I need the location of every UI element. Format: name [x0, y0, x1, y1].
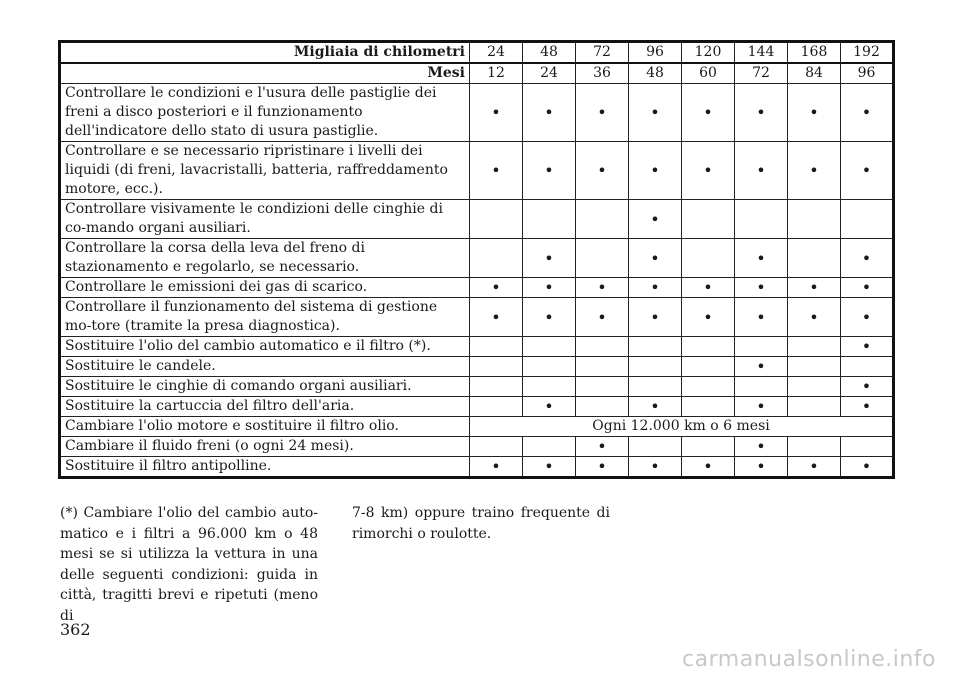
scheduled-dot: • [735, 142, 788, 200]
km-header-cell: 48 [523, 42, 576, 64]
empty-cell [629, 337, 682, 357]
scheduled-dot: • [841, 457, 894, 478]
scheduled-dot: • [735, 84, 788, 142]
empty-cell [682, 357, 735, 377]
operation-label: Cambiare il fluido freni (o ogni 24 mesi). [60, 437, 470, 457]
empty-cell [841, 200, 894, 239]
scheduled-dot: • [682, 84, 735, 142]
scheduled-dot: • [629, 84, 682, 142]
empty-cell [841, 357, 894, 377]
scheduled-dot: • [682, 142, 735, 200]
empty-cell [682, 200, 735, 239]
scheduled-dot: • [735, 298, 788, 337]
empty-cell [470, 377, 523, 397]
months-header-cell: 84 [788, 63, 841, 84]
empty-cell [523, 200, 576, 239]
empty-cell [841, 437, 894, 457]
empty-cell [576, 200, 629, 239]
scheduled-dot: • [788, 278, 841, 298]
scheduled-dot: • [523, 397, 576, 417]
schedule-row [60, 298, 894, 337]
schedule-row [60, 417, 894, 437]
empty-cell [682, 377, 735, 397]
scheduled-dot: • [841, 278, 894, 298]
scheduled-dot: • [629, 200, 682, 239]
empty-cell [576, 357, 629, 377]
scheduled-dot: • [576, 84, 629, 142]
page-number: 362 [60, 620, 91, 639]
empty-cell [682, 337, 735, 357]
operation-label: Controllare visivamente le condizioni delle cinghie di co-mando organi ausiliari. [60, 200, 470, 239]
scheduled-dot: • [576, 437, 629, 457]
schedule-row [60, 457, 894, 478]
empty-cell [682, 397, 735, 417]
scheduled-dot: • [788, 142, 841, 200]
empty-cell [470, 200, 523, 239]
operation-label: Sostituire le candele. [60, 357, 470, 377]
scheduled-dot: • [629, 397, 682, 417]
months-header-cell: 96 [841, 63, 894, 84]
km-header-label: Migliaia di chilometri [60, 42, 470, 64]
empty-cell [523, 437, 576, 457]
operation-label: Sostituire la cartuccia del filtro dell'aria. [60, 397, 470, 417]
scheduled-dot: • [629, 278, 682, 298]
scheduled-dot: • [841, 84, 894, 142]
km-header-cell: 72 [576, 42, 629, 64]
scheduled-dot: • [682, 457, 735, 478]
scheduled-dot: • [576, 278, 629, 298]
schedule-row [60, 337, 894, 357]
km-header-cell: 120 [682, 42, 735, 64]
empty-cell [788, 437, 841, 457]
empty-cell [629, 377, 682, 397]
empty-cell [735, 200, 788, 239]
operation-label: Cambiare l'olio motore e sostituire il filtro olio. [60, 417, 470, 437]
km-header-cell: 192 [841, 42, 894, 64]
scheduled-dot: • [841, 298, 894, 337]
empty-cell [682, 437, 735, 457]
scheduled-dot: • [735, 397, 788, 417]
empty-cell [523, 337, 576, 357]
empty-cell [788, 200, 841, 239]
scheduled-dot: • [841, 397, 894, 417]
km-header-cell: 96 [629, 42, 682, 64]
schedule-row [60, 278, 894, 298]
scheduled-dot: • [682, 278, 735, 298]
empty-cell [523, 357, 576, 377]
schedule-row [60, 200, 894, 239]
empty-cell [470, 357, 523, 377]
schedule-row [60, 437, 894, 457]
footnote-column-2: 7-8 km) oppure traino frequente di rimorchi o roulotte. [352, 505, 610, 542]
schedule-row [60, 357, 894, 377]
empty-cell [470, 337, 523, 357]
scheduled-dot: • [841, 377, 894, 397]
scheduled-dot: • [788, 457, 841, 478]
scheduled-dot: • [841, 239, 894, 278]
operation-label: Controllare il funzionamento del sistema di gestione mo-tore (tramite la presa diagnostica). [60, 298, 470, 337]
scheduled-dot: • [682, 298, 735, 337]
scheduled-dot: • [523, 142, 576, 200]
scheduled-dot: • [523, 84, 576, 142]
scheduled-dot: • [629, 142, 682, 200]
scheduled-dot: • [576, 298, 629, 337]
operation-label: Sostituire le cinghie di comando organi ausiliari. [60, 377, 470, 397]
km-header-cell: 168 [788, 42, 841, 64]
empty-cell [788, 239, 841, 278]
empty-cell [576, 239, 629, 278]
operation-label: Sostituire l'olio del cambio automatico e il filtro (*). [60, 337, 470, 357]
scheduled-dot: • [735, 457, 788, 478]
months-header-cell: 72 [735, 63, 788, 84]
operation-label: Controllare e se necessario ripristinare i livelli dei liquidi (di freni, lavacristalli, batteria, raffreddamento motore, ecc.). [60, 142, 470, 200]
empty-cell [470, 397, 523, 417]
scheduled-dot: • [576, 457, 629, 478]
km-header-row [60, 42, 894, 64]
scheduled-dot: • [735, 437, 788, 457]
operation-label: Controllare la corsa della leva del freno di stazionamento e regolarlo, se necessario. [60, 239, 470, 278]
footnote-column-1: (*) Cambiare l'olio del cambio auto-matico e i filtri a 96.000 km o 48 mesi se si utilizza la vettura in una delle seguenti condizioni: guida in città, tragitti brevi e ripetuti (meno di [60, 505, 318, 624]
scheduled-dot: • [629, 298, 682, 337]
empty-cell [523, 377, 576, 397]
scheduled-dot: • [841, 142, 894, 200]
empty-cell [735, 337, 788, 357]
schedule-row [60, 84, 894, 142]
scheduled-dot: • [629, 457, 682, 478]
scheduled-dot: • [735, 357, 788, 377]
scheduled-dot: • [576, 142, 629, 200]
scheduled-dot: • [735, 239, 788, 278]
empty-cell [576, 377, 629, 397]
empty-cell [788, 357, 841, 377]
months-header-cell: 36 [576, 63, 629, 84]
scheduled-dot: • [470, 142, 523, 200]
scheduled-dot: • [788, 298, 841, 337]
empty-cell [576, 337, 629, 357]
empty-cell [788, 397, 841, 417]
operation-label: Controllare le emissioni dei gas di scarico. [60, 278, 470, 298]
scheduled-dot: • [523, 278, 576, 298]
empty-cell [470, 437, 523, 457]
scheduled-dot: • [523, 298, 576, 337]
empty-cell [735, 377, 788, 397]
maintenance-schedule-table [58, 40, 895, 479]
km-header-cell: 144 [735, 42, 788, 64]
empty-cell [788, 377, 841, 397]
km-header-cell: 24 [470, 42, 523, 64]
scheduled-dot: • [629, 239, 682, 278]
scheduled-dot: • [523, 239, 576, 278]
scheduled-dot: • [470, 457, 523, 478]
scheduled-dot: • [788, 84, 841, 142]
months-header-cell: 12 [470, 63, 523, 84]
scheduled-dot: • [470, 84, 523, 142]
scheduled-dot: • [735, 278, 788, 298]
schedule-row [60, 377, 894, 397]
months-header-cell: 60 [682, 63, 735, 84]
months-header-cell: 48 [629, 63, 682, 84]
scheduled-dot: • [470, 278, 523, 298]
operation-label: Sostituire il filtro antipolline. [60, 457, 470, 478]
scheduled-dot: • [841, 337, 894, 357]
months-header-cell: 24 [523, 63, 576, 84]
empty-cell [629, 437, 682, 457]
scheduled-dot: • [470, 298, 523, 337]
watermark: carmanualsonline.info [682, 647, 936, 672]
empty-cell [470, 239, 523, 278]
schedule-row [60, 239, 894, 278]
months-header-row [60, 63, 894, 84]
schedule-row [60, 397, 894, 417]
interval-note: Ogni 12.000 km o 6 mesi [470, 417, 894, 437]
months-header-label: Mesi [60, 63, 470, 84]
operation-label: Controllare le condizioni e l'usura delle pastiglie dei freni a disco posteriori e il funzionamento dell'indicatore dello stato di usura pastiglie. [60, 84, 470, 142]
schedule-row [60, 142, 894, 200]
empty-cell [576, 397, 629, 417]
empty-cell [682, 239, 735, 278]
empty-cell [788, 337, 841, 357]
scheduled-dot: • [523, 457, 576, 478]
empty-cell [629, 357, 682, 377]
